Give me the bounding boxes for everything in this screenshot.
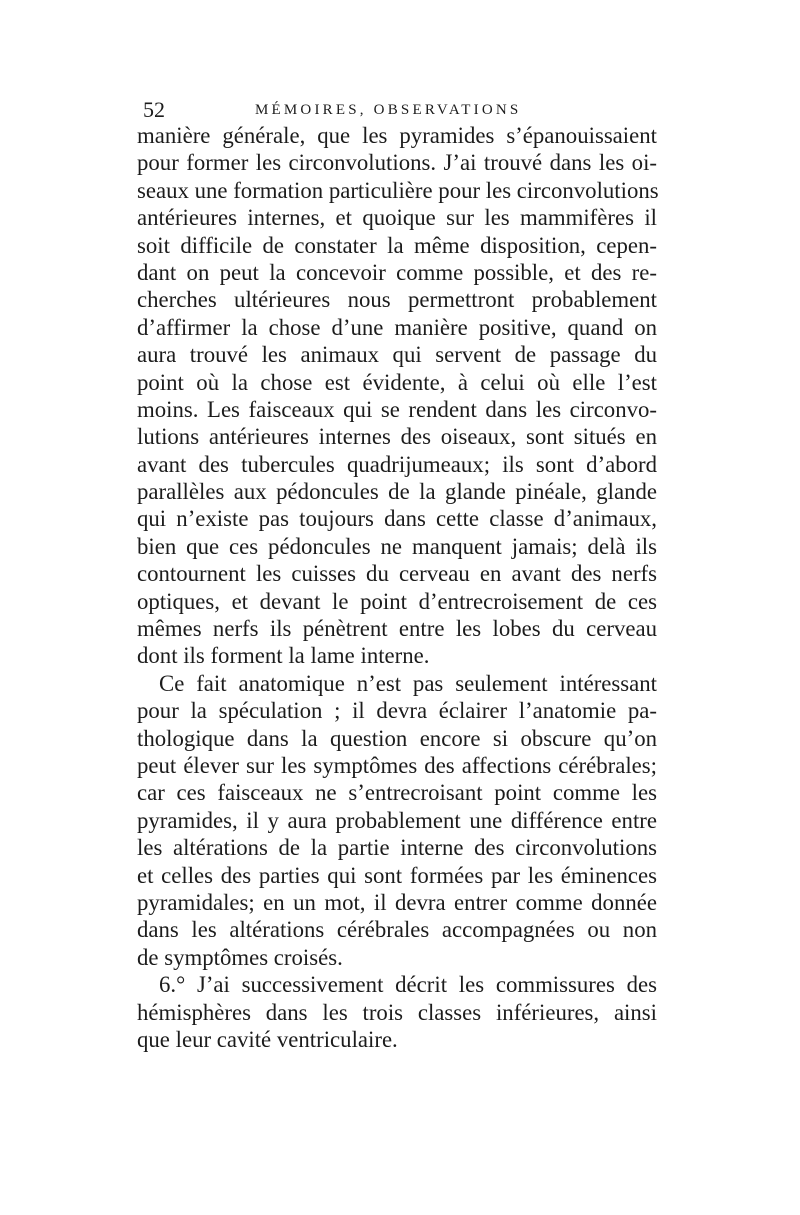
text-line: car ces faisceaux ne s’entrecroisant point comme les [137,780,657,806]
text-line: que leur cavité ventriculaire. [137,1026,398,1052]
text-line: optiques, et devant le point d’entrecroisement de ces [137,588,657,614]
text-line: pour former les circonvolutions. J’ai trouvé dans les oi- [137,150,657,176]
text-line: antérieures internes, et quoique sur les mammifères il [137,205,657,231]
text-line: dant on peut la concevoir comme possible, et des re- [137,259,657,285]
text-line: de symptômes croisés. [137,944,343,970]
text-line: dans les altérations cérébrales accompagnées ou non [137,917,657,943]
text-line: parallèles aux pédoncules de la glande pinéale, glande [137,479,657,505]
text-line: moins. Les faisceaux qui se rendent dans les circonvo- [137,396,657,422]
text-line: pyramidales; en un mot, il devra entrer comme donnée [137,889,657,915]
text-line: soit difficile de constater la même disposition, cepen- [137,232,657,258]
text-line: thologique dans la question encore si obscure qu’on [137,725,657,751]
text-line: point où la chose est évidente, à celui où elle l’est [137,369,657,395]
text-line: manière générale, que les pyramides s’épanouissaient [137,123,657,148]
text-line: cherches ultérieures nous permettront probablement [137,287,657,313]
text-line: hémisphères dans les trois classes inférieures, ainsi [137,999,657,1025]
text-line: et celles des parties qui sont formées par les éminences [137,862,657,888]
text-line: pour la spéculation ; il devra éclairer l’anatomie pa- [137,698,657,724]
text-line: avant des tubercules quadrijumeaux; ils sont d’abord [137,451,657,477]
running-title: MÉMOIRES, OBSERVATIONS [255,102,522,118]
text-line: contournent les cuisses du cerveau en avant des nerfs [137,561,657,587]
text-line: les altérations de la partie interne des circonvolutions [137,835,657,861]
text-line: seaux une formation particulière pour les circonvolutions [137,177,659,203]
text-line: bien que ces pédoncules ne manquent jamais; delà ils [137,533,657,559]
page-number: 52 [143,97,165,122]
text-line: aura trouvé les animaux qui servent de passage du [137,342,657,368]
text-line: peut élever sur les symptômes des affections cérébrales; [137,752,657,778]
text-line: qui n’existe pas toujours dans cette classe d’animaux, [137,506,657,532]
text-line: 6.° J’ai successivement décrit les commissures des [159,972,657,998]
text-line: pyramides, il y aura probablement une différence entre [137,807,657,833]
text-line: mêmes nerfs ils pénètrent entre les lobes du cerveau [137,616,657,642]
body-text [137,122,657,1053]
text-line: lutions antérieures internes des oiseaux, sont situés en [137,424,657,450]
text-line: d’affirmer la chose d’une manière positive, quand on [137,314,657,340]
running-head [143,96,663,124]
text-line: Ce fait anatomique n’est pas seulement intéressant [159,670,657,696]
text-line: dont ils forment la lame interne. [137,643,430,669]
